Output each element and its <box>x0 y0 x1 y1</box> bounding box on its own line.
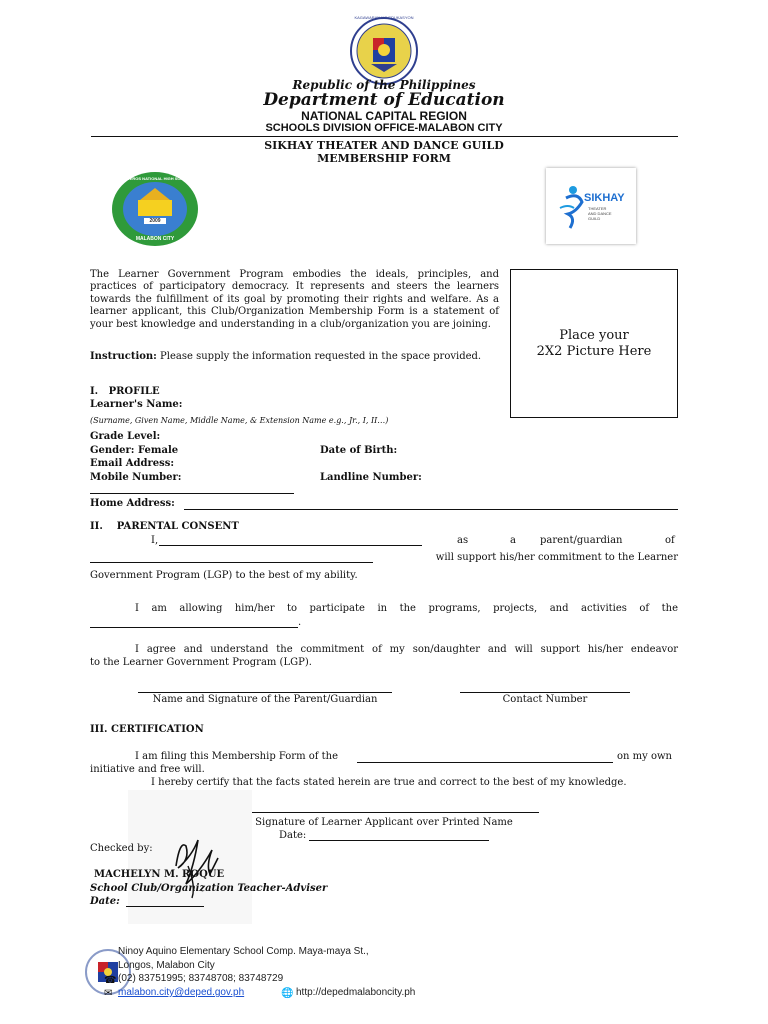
consent-allow-1: I am allowing him/her to participate in the programs, projects, and activities of the <box>135 603 678 614</box>
consent-allow-2-tail: . <box>298 617 302 628</box>
form-title-1: SIKHAY THEATER AND DANCE GUILD <box>264 139 504 152</box>
sikhay-logo-sub1: THEATER <box>588 206 607 211</box>
consent-i: I, <box>151 535 159 546</box>
contact-number-label: Contact Number <box>502 694 588 705</box>
footer-website[interactable]: http://depedmalaboncity.ph <box>296 987 416 998</box>
parent-signature-line[interactable] <box>138 692 392 693</box>
region-line: NATIONAL CAPITAL REGION <box>301 109 467 123</box>
instruction-text: Please supply the information requested in the space provided. <box>156 351 482 362</box>
home-address-label: Home Address: <box>90 498 175 509</box>
filing-line-1: I am filing this Membership Form of the <box>135 751 339 762</box>
photo-box-line2: 2X2 Picture Here <box>536 344 652 359</box>
republic-line: Republic of the Philippines <box>292 78 476 92</box>
email-label: Email Address: <box>90 458 175 469</box>
school-logo-bottom-text: MALABON CITY <box>135 236 175 242</box>
footer-phone: (02) 83751995; 83748708; 83748729 <box>118 973 284 984</box>
photo-box[interactable] <box>510 269 678 418</box>
photo-box-line1: Place your <box>559 328 629 343</box>
certify-statement: I hereby certify that the facts stated herein are true and correct to the best of my knowledge. <box>151 777 627 788</box>
instruction <box>90 351 499 363</box>
email-icon: ✉ <box>104 988 113 999</box>
adviser-title: School Club/Organization Teacher-Adviser <box>90 883 328 894</box>
landline-label: Landline Number: <box>320 472 422 483</box>
date-of-birth-label: Date of Birth: <box>320 445 398 456</box>
footer-address-1: Ninoy Aquino Elementary School Comp. Maya-maya St., <box>118 946 369 957</box>
school-logo <box>110 170 200 248</box>
filing-line-2: initiative and free will. <box>90 764 205 775</box>
contact-number-line[interactable] <box>460 692 630 693</box>
school-logo-year: 2009 <box>149 218 161 224</box>
header-divider <box>91 136 678 137</box>
profile-heading: I. PROFILE <box>90 386 160 397</box>
child-name-line[interactable] <box>90 562 373 563</box>
consent-as: as <box>457 535 469 546</box>
consent-line3: Government Program (LGP) to the best of my ability. <box>90 570 358 581</box>
globe-icon: 🌐 <box>281 988 294 999</box>
learner-signature-label: Signature of Learner Applicant over Printed Name <box>255 817 513 828</box>
learner-name-label: Learner's Name: <box>90 399 183 410</box>
mobile-label: Mobile Number: <box>90 472 182 483</box>
consent-line2: will support his/her commitment to the Learner <box>435 552 678 563</box>
seal-text: KAGAWARAN NG EDUKASYON <box>354 15 414 20</box>
learner-signature-line[interactable] <box>229 812 539 813</box>
consent-a: a <box>510 535 516 546</box>
sikhay-logo <box>546 168 636 244</box>
department-title: Department of Education <box>263 90 505 110</box>
certification-heading: III. CERTIFICATION <box>90 724 204 735</box>
consent-agree-2: to the Learner Government Program (LGP). <box>90 657 312 668</box>
form-title-2: MEMBERSHIP FORM <box>317 152 451 165</box>
gender-label: Gender: Female <box>90 445 179 456</box>
consent-agree-1: I agree and understand the commitment of my son/daughter and will support his/her endeavor <box>135 644 678 655</box>
mobile-line[interactable] <box>90 493 294 494</box>
consent-parent-guardian: parent/guardian <box>540 535 623 546</box>
adviser-name: MACHELYN M. ROQUE <box>94 869 225 880</box>
deped-seal <box>349 16 419 86</box>
filing-line-1-tail: on my own <box>617 751 672 762</box>
sikhay-logo-name: SIKHAY <box>584 192 625 204</box>
parent-signature-label: Name and Signature of the Parent/Guardian <box>152 694 378 705</box>
sikhay-logo-sub3: GUILD <box>588 216 601 221</box>
adviser-date-label: Date: <box>90 896 120 907</box>
learner-date-label: Date: <box>279 830 307 841</box>
footer-email[interactable]: malabon.city@deped.gov.ph <box>118 987 245 998</box>
grade-level-label: Grade Level: <box>90 431 161 442</box>
checked-by-label: Checked by: <box>90 843 153 854</box>
club-name-line[interactable] <box>357 762 613 763</box>
sikhay-logo-sub2: AND DANCE <box>588 211 612 216</box>
phone-icon: ☎ <box>104 975 117 986</box>
parent-name-line[interactable] <box>159 545 422 546</box>
learner-name-hint: (Surname, Given Name, Middle Name, & Extension Name e.g., Jr., I, II…) <box>90 416 389 425</box>
instruction-label: Instruction: <box>90 351 157 362</box>
home-address-line[interactable] <box>184 509 678 510</box>
school-logo-top-text: TINAJEROS NATIONAL HIGH SCHOOL <box>118 176 192 181</box>
footer-address-2: Longos, Malabon City <box>118 960 215 971</box>
consent-heading: II. PARENTAL CONSENT <box>90 521 239 532</box>
adviser-date-line[interactable] <box>126 906 204 907</box>
learner-date-line[interactable] <box>309 840 489 841</box>
consent-of: of <box>665 535 675 546</box>
intro-paragraph: The Learner Government Program embodies the ideals, principles, and practices of participatory democracy. It represents and steers the learners towards the fulfillment of its goal by promoting their rights and welfare. As a learner applicant, this Club/Organization Membership Form is a statement of your best knowledge and understanding in a club/organization you are joining. <box>90 269 499 330</box>
division-line: SCHOOLS DIVISION OFFICE-MALABON CITY <box>265 122 503 134</box>
activities-line[interactable] <box>90 627 298 628</box>
